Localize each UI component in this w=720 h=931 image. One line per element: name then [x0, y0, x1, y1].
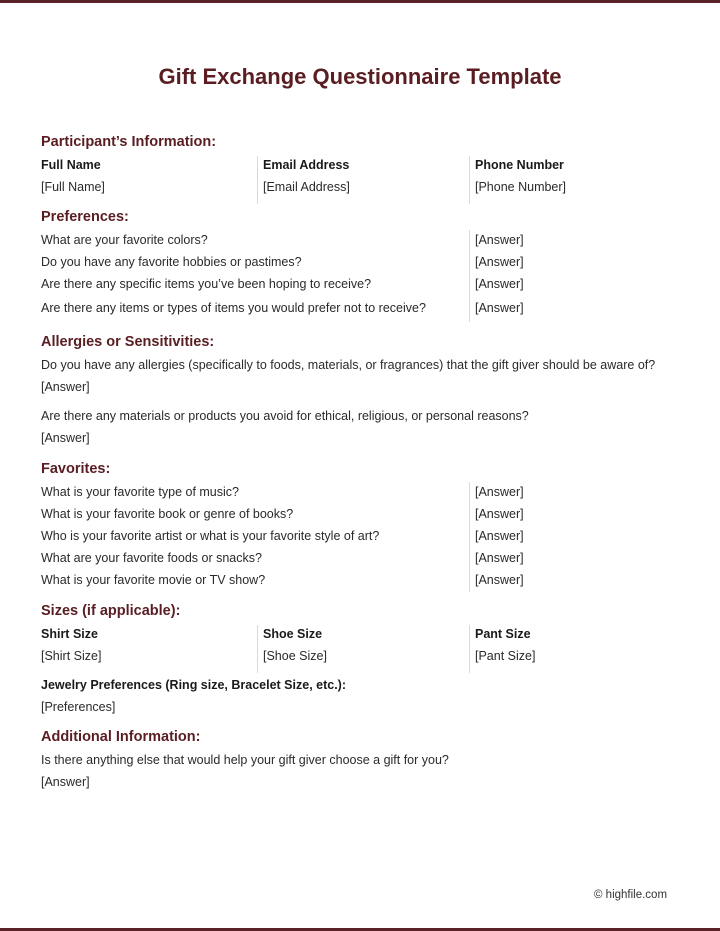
- favorite-answer[interactable]: [Answer]: [475, 507, 524, 521]
- full-name-label: Full Name: [41, 158, 101, 172]
- jewelry-label: Jewelry Preferences (Ring size, Bracelet Size, etc.):: [41, 678, 346, 692]
- allergy-answer[interactable]: [Answer]: [41, 431, 90, 445]
- shoe-size-label: Shoe Size: [263, 627, 323, 641]
- preference-question: Are there any items or types of items you would prefer not to receive?: [41, 301, 426, 315]
- preference-answer[interactable]: [Answer]: [475, 301, 524, 315]
- email-label: Email Address: [263, 158, 350, 172]
- jewelry-field[interactable]: [Preferences]: [41, 700, 116, 714]
- preference-question: Are there any specific items you’ve been hoping to receive?: [41, 277, 372, 291]
- favorite-question: Who is your favorite artist or what is your favorite style of art?: [41, 529, 380, 543]
- preference-question: Do you have any favorite hobbies or pastimes?: [41, 255, 302, 269]
- additional-heading: Additional Information:: [41, 729, 201, 745]
- top-border: [0, 0, 720, 3]
- favorite-answer[interactable]: [Answer]: [475, 485, 524, 499]
- allergies-heading: Allergies or Sensitivities:: [41, 334, 215, 350]
- shoe-size-field[interactable]: [Shoe Size]: [263, 649, 327, 663]
- footer-copyright: © highfile.com: [594, 889, 668, 901]
- additional-question: Is there anything else that would help your gift giver choose a gift for you?: [41, 753, 449, 767]
- favorite-question: What is your favorite movie or TV show?: [41, 573, 266, 587]
- column-divider: [469, 482, 470, 592]
- favorite-answer[interactable]: [Answer]: [475, 529, 524, 543]
- shirt-size-field[interactable]: [Shirt Size]: [41, 649, 102, 663]
- favorite-question: What is your favorite type of music?: [41, 485, 239, 499]
- column-divider: [257, 156, 258, 204]
- allergy-answer[interactable]: [Answer]: [41, 380, 90, 394]
- sizes-heading: Sizes (if applicable):: [41, 603, 181, 619]
- shirt-size-label: Shirt Size: [41, 627, 98, 641]
- column-divider: [469, 625, 470, 673]
- allergy-question: Do you have any allergies (specifically to foods, materials, or fragrances) that the gift giver should be aware of?: [41, 358, 656, 372]
- participant-heading: Participant’s Information:: [41, 134, 217, 150]
- phone-label: Phone Number: [475, 158, 564, 172]
- page-title: Gift Exchange Questionnaire Template: [158, 64, 562, 89]
- preferences-heading: Preferences:: [41, 209, 129, 225]
- column-divider: [257, 625, 258, 673]
- column-divider: [469, 230, 470, 322]
- favorite-answer[interactable]: [Answer]: [475, 573, 524, 587]
- preference-answer[interactable]: [Answer]: [475, 233, 524, 247]
- additional-answer[interactable]: [Answer]: [41, 775, 90, 789]
- email-field[interactable]: [Email Address]: [263, 180, 350, 194]
- preference-answer[interactable]: [Answer]: [475, 255, 524, 269]
- favorite-question: What is your favorite book or genre of books?: [41, 507, 294, 521]
- full-name-field[interactable]: [Full Name]: [41, 180, 105, 194]
- pant-size-label: Pant Size: [475, 627, 531, 641]
- preference-question: What are your favorite colors?: [41, 233, 208, 247]
- favorites-heading: Favorites:: [41, 461, 111, 477]
- favorite-answer[interactable]: [Answer]: [475, 551, 524, 565]
- phone-field[interactable]: [Phone Number]: [475, 180, 567, 194]
- pant-size-field[interactable]: [Pant Size]: [475, 649, 536, 663]
- allergy-question: Are there any materials or products you avoid for ethical, religious, or personal reasons?: [41, 409, 529, 423]
- preference-answer[interactable]: [Answer]: [475, 277, 524, 291]
- column-divider: [469, 156, 470, 204]
- favorite-question: What are your favorite foods or snacks?: [41, 551, 262, 565]
